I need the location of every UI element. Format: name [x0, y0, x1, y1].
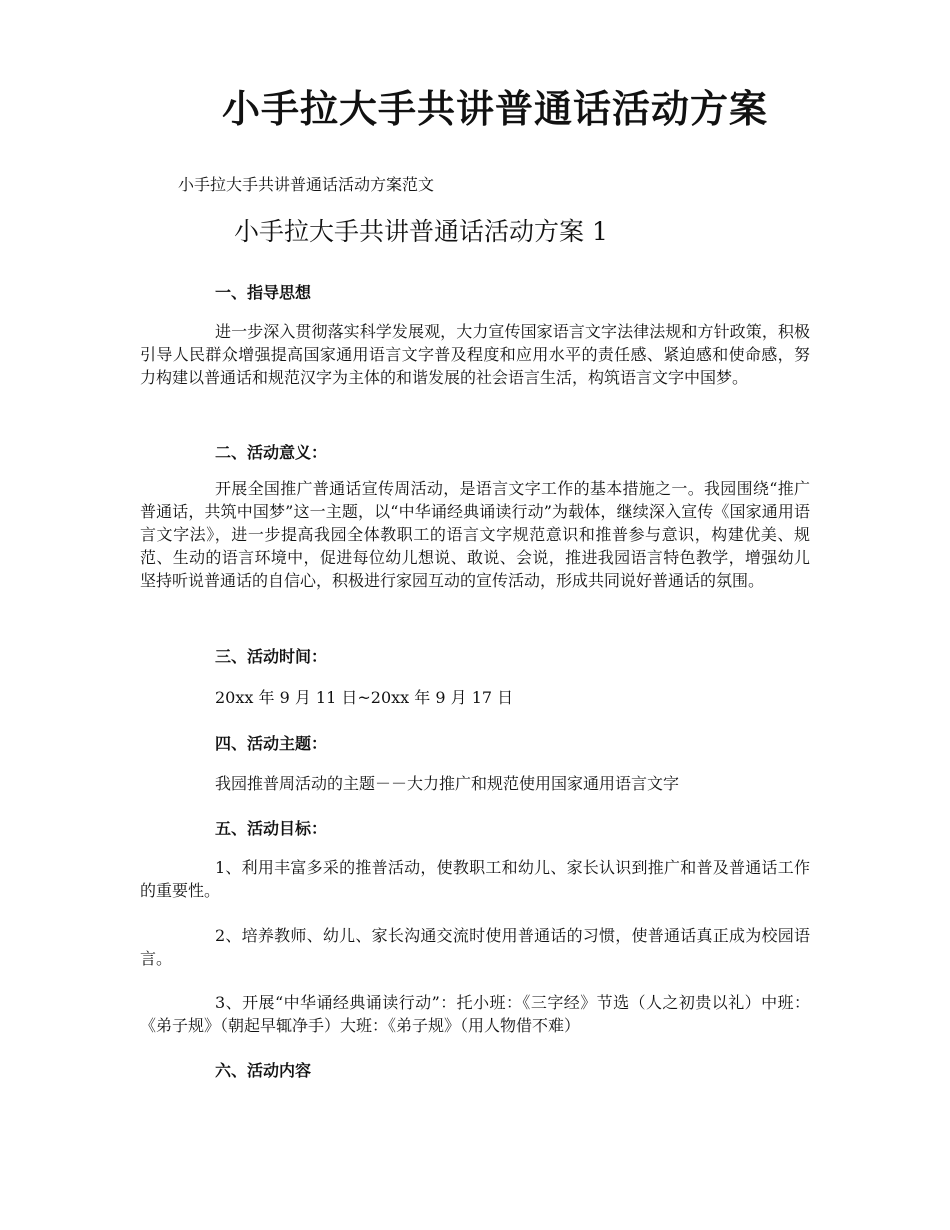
- section-heading-guiding-ideology: 一、指导思想: [215, 283, 312, 302]
- goal-item-3: 3、开展“中华诵经典诵读行动”：托小班：《三字经》节选（人之初贵以礼）中班：《弟子规》（朝起早辄净手）大班：《弟子规》（用人物借不难）: [140, 993, 810, 1035]
- goal-item-1: 1、利用丰富多采的推普活动，使教职工和幼儿、家长认识到推广和普及普通话工作的重要性。: [140, 858, 810, 900]
- document-title: 小手拉大手共讲普通话活动方案: [221, 86, 768, 131]
- section-heading-significance: 二、活动意义：: [215, 443, 328, 462]
- activity-theme-text: 我园推普周活动的主题－－大力推广和规范使用国家通用语言文字: [215, 774, 680, 793]
- document-heading: 小手拉大手共讲普通话活动方案 1: [234, 217, 608, 246]
- document-subtitle: 小手拉大手共讲普通话活动方案范文: [178, 175, 435, 194]
- section-heading-theme: 四、活动主题：: [215, 734, 328, 753]
- section-heading-time: 三、活动时间：: [215, 647, 328, 666]
- section-heading-goals: 五、活动目标：: [215, 819, 328, 838]
- section-paragraph-significance: 开展全国推广普通话宣传周活动，是语言文字工作的基本措施之一。我园围绕“推广普通话，共筑中国梦”这一主题，以“中华诵经典诵读行动”为载体，继续深入宣传《国家通用语言文字法》，进一步提高我园全体教职工的语言文字规范意识和推普参与意识，构建优美、规范、生动的语言环境中，促进每位幼儿想说、敢说、会说，推进我园语言特色教学，增强幼儿坚持听说普通话的自信心，积极进行家园互动的宣传活动，形成共同说好普通话的氛围。: [140, 479, 810, 590]
- section-paragraph-guiding-ideology: 进一步深入贯彻落实科学发展观，大力宣传国家语言文字法律法规和方针政策，积极引导人民群众增强提高国家通用语言文字普及程度和应用水平的责任感、紧迫感和使命感，努力构建以普通话和规范汉字为主体的和谐发展的社会语言生活，构筑语言文字中国梦。: [140, 322, 810, 387]
- section-heading-content: 六、活动内容: [215, 1061, 312, 1080]
- activity-time-text: 20xx 年 9 月 11 日~20xx 年 9 月 17 日: [215, 688, 514, 707]
- goal-item-2: 2、培养教师、幼儿、家长沟通交流时使用普通话的习惯，使普通话真正成为校园语言。: [140, 926, 810, 968]
